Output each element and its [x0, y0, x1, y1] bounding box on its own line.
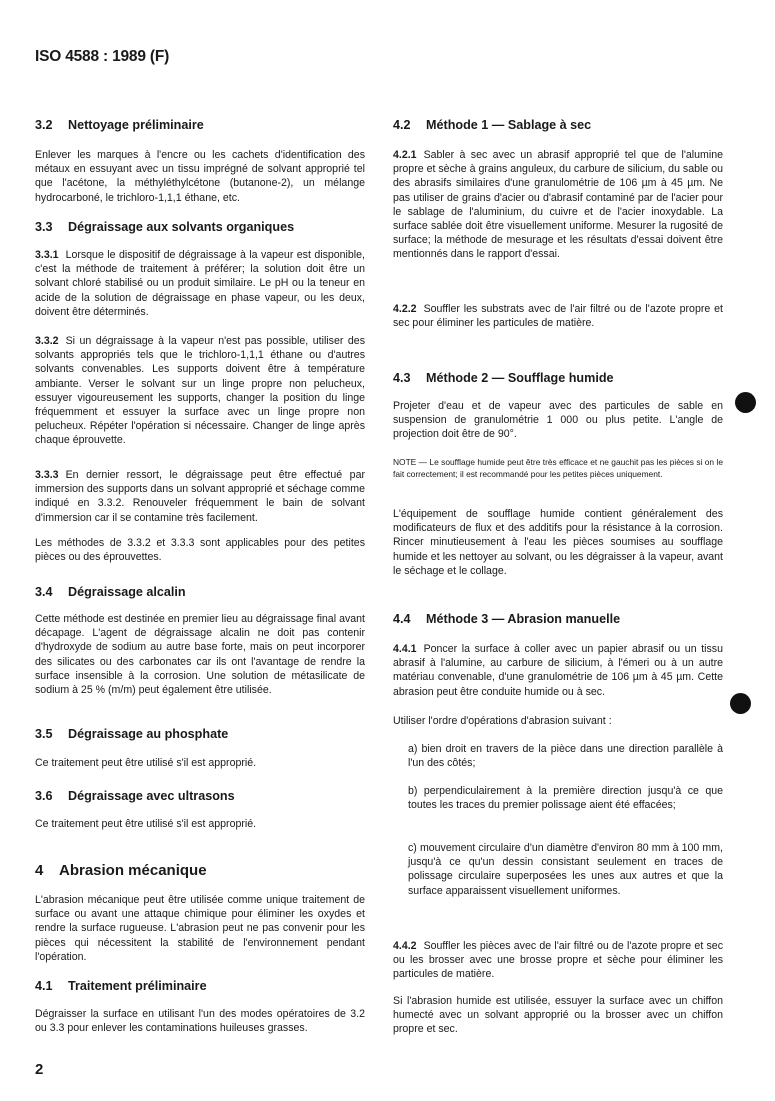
margin-bullet-marker	[735, 392, 756, 413]
paragraph-4-2-2: 4.2.2 Souffler les substrats avec de l'air filtré ou de l'azote propre et sec pour éliminer les particules de matière.	[393, 303, 723, 330]
heading-3-5: 3.5 Dégraissage au phosphate	[35, 727, 229, 741]
list-item-a: a) bien droit en travers de la pièce dans une direction parallèle à l'un des côtés;	[408, 743, 723, 770]
paragraph-3-3-2: 3.3.2 Si un dégraissage à la vapeur n'est pas possible, utiliser des solvants appropriés tels que le trichloro-1,1,1 éthane ou d'autres solvants convenables. Les supports doivent être à température ambiante. Verser le solvant sur un linge propre non pelucheux, essuyer vigoureusement les supports, changer la position du linge fréquemment et essuyer la surface avec un linge propre non pelucheux. Répéter l'opération si nécessaire. Changer de linge après chaque éprouvette.	[35, 335, 365, 447]
paragraph-3-3-note: Les méthodes de 3.3.2 et 3.3.3 sont applicables pour des petites pièces ou des éprouvettes.	[35, 537, 365, 564]
margin-bullet-marker	[730, 693, 751, 714]
paragraph-4-4-intro: Utiliser l'ordre d'opérations d'abrasion suivant :	[393, 715, 612, 727]
paragraph-3-6: Ce traitement peut être utilisé s'il est approprié.	[35, 818, 257, 830]
list-item-b: b) perpendiculairement à la première direction jusqu'à ce que toutes les traces du premier polissage aient été effacées;	[408, 785, 723, 812]
list-item-c: c) mouvement circulaire d'un diamètre d'environ 80 mm à 100 mm, jusqu'à ce qu'un dessin consistant seulement en traces de polissage circulaire superposées les unes aux autres et que la surface apparaissent visuellement uniformes.	[408, 842, 723, 897]
paragraph-3-5: Ce traitement peut être utilisé s'il est approprié.	[35, 757, 257, 769]
paragraph-3-2: Enlever les marques à l'encre ou les cachets d'identification des métaux en essuyant avec un tissu imprégné de solvant approprié tel que l'acétone, la méthyléthylcétone (butanone-2), un mélange hydrocarboné, le trichloro-1,1,1 éthane, etc.	[35, 149, 365, 204]
heading-4-1: 4.1 Traitement préliminaire	[35, 979, 207, 993]
paragraph-4-2-1: 4.2.1 Sabler à sec avec un abrasif approprié tel que de l'alumine propre et sèche à grains anguleux, du carbure de silicium, du sable ou des abrasifs similaires d'une granulométrie de 106 µm à 45 µm. Ne pas utiliser de grains d'acier ou d'abrasif contaminé par de l'acier pour le sablage de l'aluminium, du cuivre et de l'acier inoxydable. La surface sablée doit être visuellement uniforme. Mesurer la rugosité de surface; la méthode de mesurage et les résultats d'essai doivent être mentionnés dans le rapport d'essai.	[393, 149, 723, 261]
paragraph-4-4-wet: Si l'abrasion humide est utilisée, essuyer la surface avec un chiffon humecté avec un solvant approprié ou la brosser avec un chiffon propre et sec.	[393, 995, 723, 1036]
page-header: ISO 4588 : 1989 (F)	[35, 48, 170, 65]
paragraph-4-4-1: 4.4.1 Poncer la surface à coller avec un papier abrasif ou un tissu abrasif à l'alumine, au carbure de silicium, à l'émeri ou à un autre matériau convenable, d'une granulométrie de 106 µm à 45 µm. Cette abrasion peut être conduite humide ou à sec.	[393, 643, 723, 698]
paragraph-3-3-1: 3.3.1 Lorsque le dispositif de dégraissage à la vapeur est disponible, c'est la méthode de traitement à préférer; la solution doit être un solvant chloré stabilisé ou un produit similaire. Le pH ou la teneur en acide de la solution de dégraissage en phase vapeur, ou les deux, doivent être déterminés.	[35, 249, 365, 318]
note-4-3: NOTE — Le soufflage humide peut être très efficace et ne gauchit pas les pièces si on le fait correctement; il est recommandé pour les petites pièces uniquement.	[393, 457, 723, 479]
heading-3-6: 3.6 Dégraissage avec ultrasons	[35, 789, 235, 803]
heading-4-3: 4.3 Méthode 2 — Soufflage humide	[393, 371, 614, 385]
heading-4-4: 4.4 Méthode 3 — Abrasion manuelle	[393, 612, 621, 626]
paragraph-4-4-2: 4.4.2 Souffler les pièces avec de l'air filtré ou de l'azote propre et sec ou les brosser avec une brosse propre et sèche pour éliminer les particules de matière.	[393, 940, 723, 981]
page-number: 2	[35, 1061, 44, 1078]
heading-3-4: 3.4 Dégraissage alcalin	[35, 585, 186, 599]
heading-4: 4 Abrasion mécanique	[35, 862, 207, 879]
paragraph-3-3-3: 3.3.3 En dernier ressort, le dégraissage peut être effectué par immersion des supports dans un solvant approprié et séchage comme indiqué en 3.3.2. Renouveler fréquemment le bain de solvant d'immersion car il se contamine très facilement.	[35, 469, 365, 524]
paragraph-3-4: Cette méthode est destinée en premier lieu au dégraissage final avant décapage. L'agent de dégraissage alcalin ne doit pas contenir d'hydroxyde de sodium au autre base forte, mais on peut incorporer des silicates ou des carbonates car ils ont l'avantage de rendre la surface insensible à la corrosion. Une solution de métasilicate de sodium à 25 % (m/m) peut également être utilisée.	[35, 613, 365, 697]
paragraph-4-3-equipment: L'équipement de soufflage humide contient généralement des modificateurs de flux et des additifs pour la résistance à la corrosion. Rincer minutieusement à l'eau les pièces soumises au soufflage humide et les nettoyer au solvant, ou les dégraisser à la vapeur, avant le séchage et le collage.	[393, 508, 723, 577]
paragraph-4-1: Dégraisser la surface en utilisant l'un des modes opératoires de 3.2 ou 3.3 pour enlever les contaminations huileuses grasses.	[35, 1008, 365, 1035]
paragraph-4-3: Projeter d'eau et de vapeur avec des particules de sable en suspension de granulométrie 1 000 ou plus petite. L'angle de projection doit être de 90°.	[393, 400, 723, 441]
heading-3-2: 3.2 Nettoyage préliminaire	[35, 118, 204, 132]
paragraph-4: L'abrasion mécanique peut être utilisée comme unique traitement de surface ou avant une attaque chimique pour éliminer les oxydes et rendre la surface rugueuse. L'abrasion peut ne pas convenir pour les pièces qui nécessitent la stabilité de l'environnement pendant l'opération.	[35, 894, 365, 963]
heading-4-2: 4.2 Méthode 1 — Sablage à sec	[393, 118, 592, 132]
heading-3-3: 3.3 Dégraissage aux solvants organiques	[35, 220, 295, 234]
